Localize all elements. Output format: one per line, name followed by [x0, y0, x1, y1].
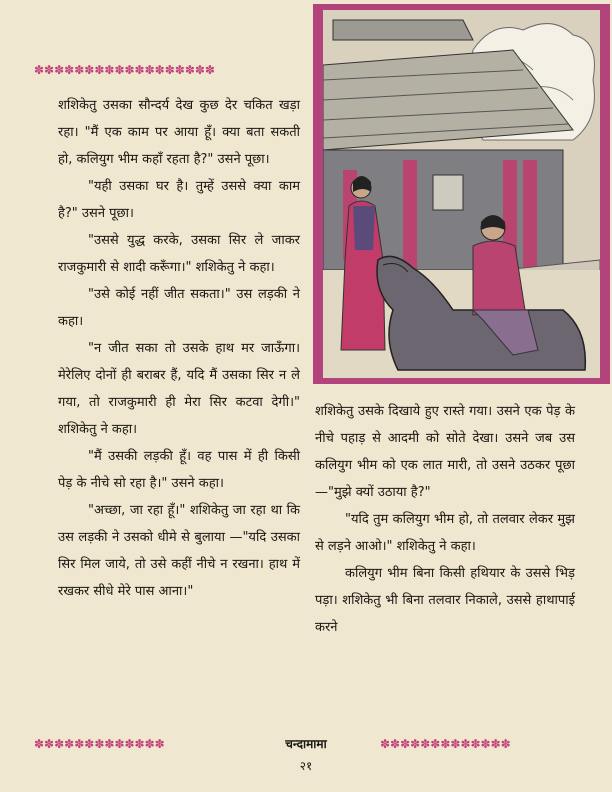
- paragraph: कलियुग भीम बिना किसी हथियार के उससे भिड़ पड़ा। शशिकेतु भी बिना तलवार निकाले, उससे हाथापाई करने: [315, 566, 575, 635]
- illustration-art: [323, 10, 600, 378]
- story-illustration: [313, 4, 610, 384]
- paragraph: शशिकेतु उसके दिखाये हुए रास्ते गया। उसने एक पेड़ के नीचे पहाड़ से आदमी को सोते देखा। उसने जब उस कलियुग भीम को एक लात मारी, तो उसने उठकर पूछा—"मुझे क्यों उठाया है?": [315, 404, 575, 500]
- paragraph: "उससे युद्ध करके, उसका सिर ले जाकर राजकुमारी से शादी करूँगा।" शशिकेतु ने कहा।: [58, 233, 300, 275]
- page-number: २१: [299, 759, 313, 773]
- paragraph: "न जीत सका तो उसके हाथ मर जाऊँगा। मेरेलिए दोनों ही बराबर हैं, यदि मैं उसका सिर न ले गया, तो राजकुमारी ही मेरा सिर कटवा देगी।" शशिकेतु ने कहा।: [58, 341, 300, 437]
- paragraph: "यदि तुम कलियुग भीम हो, तो तलवार लेकर मुझ से लड़ने आओ।" शशिकेतु ने कहा।: [315, 512, 575, 554]
- magazine-name: चन्दामामा: [285, 737, 327, 751]
- paragraph: शशिकेतु उसका सौन्दर्य देख कुछ देर चकित खड़ा रहा। "मैं एक काम पर आया हूँ। क्या बता सकती हो, कलियुग भीम कहाँ रहता है?" उसने पूछा।: [58, 98, 300, 167]
- paragraph: "उसे कोई नहीं जीत सकता।" उस लड़की ने कहा।: [58, 287, 300, 329]
- footer-ornament-right: ✽✽✽✽✽✽✽✽✽✽✽✽✽: [380, 737, 511, 751]
- footer-ornament-left: ✽✽✽✽✽✽✽✽✽✽✽✽✽: [34, 737, 165, 751]
- right-text-column: [315, 398, 575, 641]
- left-text-column: [58, 92, 300, 605]
- top-ornament-border: ✽✽✽✽✽✽✽✽✽✽✽✽✽✽✽✽✽✽: [34, 63, 215, 77]
- paragraph: "मैं उसकी लड़की हूँ। वह पास में ही किसी पेड़ के नीचे सो रहा है।" उसने कहा।: [58, 449, 300, 491]
- paragraph: "अच्छा, जा रहा हूँ।" शशिकेतु जा रहा था कि उस लड़की ने उसको धीमे से बुलाया —"यदि उसका सिर मिल जाये, तो उसे कहीं नीचे न रखना। हाथ में रखकर सीधे मेरे पास आना।": [58, 503, 300, 599]
- paragraph: "यही उसका घर है। तुम्हें उससे क्या काम है?" उसने पूछा।: [58, 179, 300, 221]
